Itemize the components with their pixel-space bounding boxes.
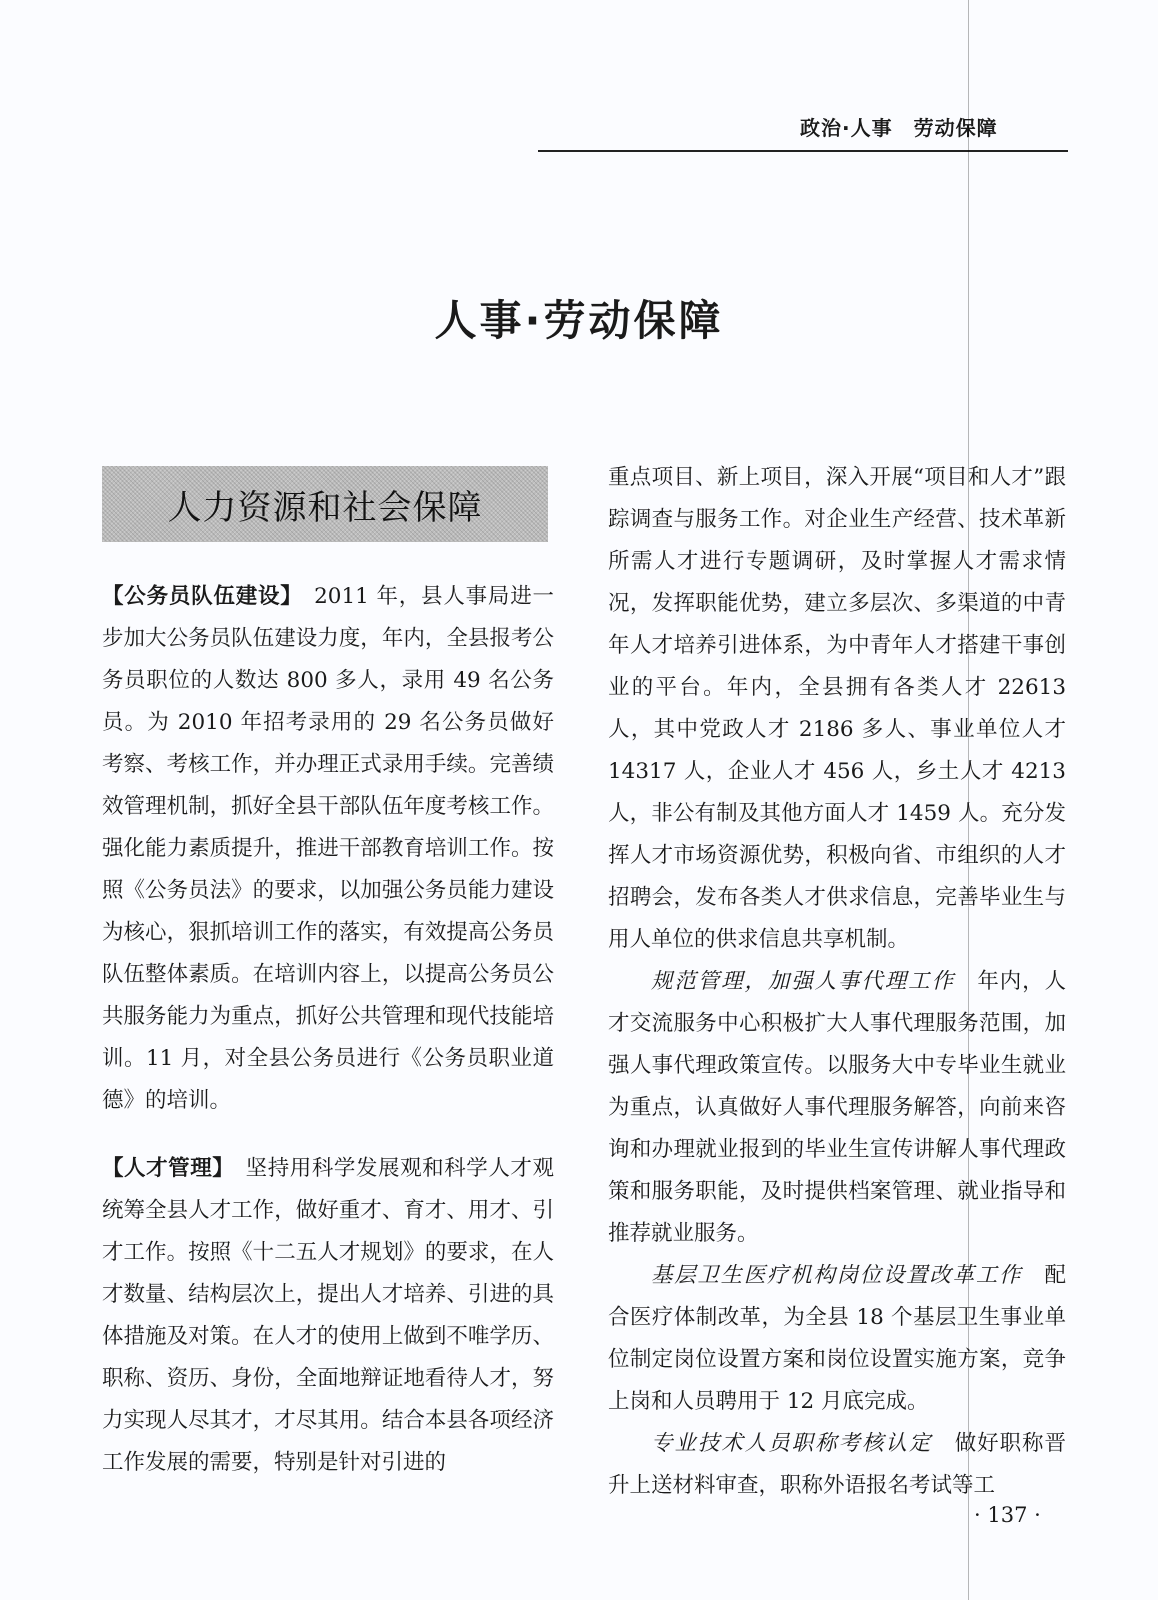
right-column [608,457,1066,1507]
section-banner [102,466,548,542]
entry-text: 2011 年，县人事局进一步加大公务员队伍建设力度，年内，全县报考公务员职位的人数达 800 多人，录用 49 名公务员。为 2010 年招考录用的 29 名公务员做好考察、考核工作，并办理正式录用手续。完善绩效管理机制，抓好全县干部队伍年度考核工作。强化能力素质提升，推进干部教育培训工作。按照《公务员法》的要求，以加强公务员能力建设为核心，狠抓培训工作的落实，有效提高公务员队伍整体素质。在培训内容上，以提高公务员公共服务能力为重点，抓好公共管理和现代技能培训。11 月，对全县公务员进行《公务员职业道德》的培训。 [102,584,554,1113]
paragraph-professional-titles [608,1423,1066,1507]
section-banner-label: 人力资源和社会保障 [167,487,483,528]
paragraph-personnel-agency [608,961,1066,1255]
entry-subhead: 基层卫生医疗机构岗位设置改革工作 [651,1263,1023,1288]
paragraph-continuation [608,457,1066,961]
paragraph-talent-management [102,1148,554,1484]
entry-subhead: 专业技术人员职称考核认定 [651,1431,933,1456]
page-number: · 137 · [974,1503,1041,1527]
entry-heading: 【人才管理】 [102,1156,224,1181]
entry-text: 做好职称晋升上送材料审查，职称外语报名考试等工 [608,1431,1066,1498]
entry-text: 年内，人才交流服务中心积极扩大人事代理服务范围，加强人事代理政策宣传。以服务大中专毕业生就业为重点，认真做好人事代理服务解答，向前来咨询和办理就业报到的毕业生宣传讲解人事代理政策和服务职能，及时提供档案管理、就业指导和推荐就业服务。 [608,969,1066,1246]
entry-text: 配合医疗体制改革，为全县 18 个基层卫生事业单位制定岗位设置方案和岗位设置实施方案，竞争上岗和人员聘用于 12 月底完成。 [608,1263,1066,1414]
paragraph-civil-servants [102,576,554,1122]
page-title: 人事·劳动保障 [434,296,724,345]
entry-subhead: 规范管理，加强人事代理工作 [651,969,955,994]
entry-text: 重点项目、新上项目，深入开展“项目和人才”跟踪调查与服务工作。对企业生产经营、技术革新所需人才进行专题调研，及时掌握人才需求情况，发挥职能优势，建立多层次、多渠道的中青年人才培养引进体系，为中青年人才搭建干事创业的平台。年内，全县拥有各类人才 22613 人，其中党政人才 2186 多人、事业单位人才 14317 人，企业人才 456 人，乡土人才 4213 人，非公有制及其他方面人才 1459 人。充分发挥人才市场资源优势，积极向省、市组织的人才招聘会，发布各类人才供求信息，完善毕业生与用人单位的供求信息共享机制。 [608,465,1066,952]
entry-heading: 【公务员队伍建设】 [102,584,292,609]
entry-text: 坚持用科学发展观和科学人才观统筹全县人才工作，做好重才、育才、用才、引才工作。按照《十二五人才规划》的要求，在人才数量、结构层次上，提出人才培养、引进的具体措施及对策。在人才的使用上做到不唯学历、职称、资历、身份，全面地辩证地看待人才，努力实现人尽其才，才尽其用。结合本县各项经济工作发展的需要，特别是针对引进的 [102,1156,554,1475]
running-header: 政治·人事 劳动保障 [800,116,998,140]
left-column [102,576,554,1484]
header-rule [538,150,1068,152]
paragraph-medical-post-reform [608,1255,1066,1423]
